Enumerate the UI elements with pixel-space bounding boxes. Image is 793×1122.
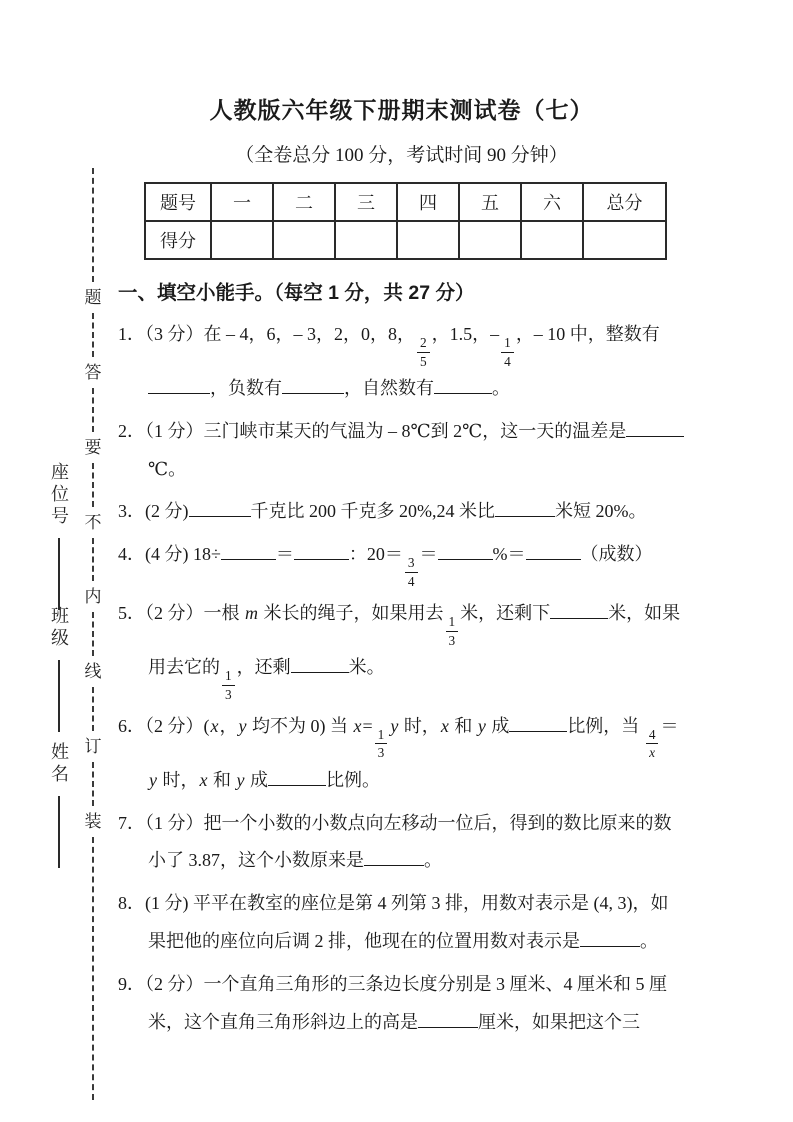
score-col-header: 五 [459,183,521,221]
question-text: 时， [158,769,199,790]
fraction [405,554,418,590]
question-9 [118,966,685,1042]
question-text: ＝ [419,544,438,565]
binding-char: 线 [84,662,102,682]
blank-field [221,541,276,560]
question-text: ，还剩 [236,656,291,677]
fraction-denominator: x [649,745,656,761]
main-content [118,92,685,1046]
question-text: %＝ [492,544,526,565]
question-4 [118,536,685,590]
page-subtitle: （全卷总分 100 分，考试时间 90 分钟） [235,145,568,166]
math-variable: x [353,715,362,736]
math-variable: x [440,715,449,736]
binding-char: 内 [84,587,102,607]
question-text: 比例。 [326,769,380,790]
math-variable: x [210,715,219,736]
fraction [375,726,388,762]
score-row-header: 得分 [145,221,211,259]
question-text: 均不为 0) 当 [247,715,353,736]
fill-line [58,660,60,732]
question-text: 8．(1 分) 平平在教室的座位是第 4 列第 3 排，用数对表示是 (4, 3)，如果把他的座位向后调 2 排，他现在的位置用数对表示是 [118,893,669,951]
question-text: 和 [208,769,236,790]
fraction-numerator: 1 [222,667,235,685]
fraction-denominator: 4 [504,353,511,369]
binding-char: 答 [84,362,102,382]
binding-dash [92,538,94,582]
blank-field [268,767,326,786]
question-text: （成数） [580,544,653,565]
binding-char: 订 [84,737,102,757]
math-variable: y [390,715,399,736]
question-text: ：20＝ [348,544,403,565]
question-3 [118,493,685,531]
name-field [46,742,72,868]
math-variable: m [245,603,258,623]
question-text: 6．（2 分）( [118,715,210,736]
fraction-numerator: 3 [405,554,418,572]
score-cell-empty [459,221,521,259]
score-col-header: 四 [397,183,459,221]
blank-field [434,375,492,394]
binding-char: 要 [84,437,102,457]
blank-field [291,654,349,673]
score-col-header: 三 [335,183,397,221]
score-col-header: 六 [521,183,583,221]
question-6 [118,708,685,800]
question-5 [118,595,685,703]
class-field [46,606,72,732]
blank-field [189,498,251,517]
question-text: 米短 20%。 [555,501,647,522]
fraction-denominator: 3 [377,745,385,761]
question-7 [118,805,685,881]
binding-dash [92,687,94,731]
binding-char: 装 [84,811,102,831]
question-text: ，1.5，– [431,324,500,344]
blank-field [148,375,210,394]
score-cell-empty [335,221,397,259]
question-text: ，– 10 中，整数有 [515,324,660,344]
name-label: 姓名 [49,742,69,786]
score-table-row-header: 题号 [145,183,211,221]
question-text: 成 [486,715,510,736]
question-text: 4．(4 分) 18÷ [118,544,221,565]
question-text: 千克比 200 千克多 20%,24 米比 [250,501,495,522]
binding-line [84,168,102,1100]
fraction-numerator: 1 [501,334,514,352]
question-1 [118,316,685,408]
question-8 [118,885,685,961]
question-text: ＝ [275,544,294,565]
fraction [646,726,659,762]
question-text: 和 [449,715,477,736]
binding-dash [92,612,94,656]
math-variable: y [477,715,486,736]
question-text: 米。 [348,656,385,677]
question-text: 厘米，如果把这个三 [478,1011,640,1032]
blank-field [509,713,567,732]
blank-field [550,600,608,619]
question-list [118,316,685,1041]
page-title: 人教版六年级下册期末测试卷（七） [209,97,594,123]
binding-dash [92,762,94,806]
question-text: ，自然数有 [344,377,434,398]
score-cell-empty [583,221,666,259]
question-text: 比例，当 [567,715,644,736]
fraction [417,334,430,370]
question-text: 。 [424,850,442,871]
binding-dash [92,313,94,357]
question-text: 9．（2 分）一个直角三角形的三条边长度分别是 3 厘米、4 厘米和 5 厘米，这个直角三角形斜边上的高是 [118,973,667,1032]
math-variable: y [238,715,247,736]
score-table-header-row [145,183,666,221]
seat-number-field [46,462,72,610]
blank-field [580,928,640,947]
binding-char: 题 [84,288,102,307]
score-col-header: 一 [211,183,273,221]
question-text: 。 [640,930,658,951]
score-cell-empty [273,221,335,259]
question-text: 1．（3 分）在 – 4，6，– 3，2，0，8， [118,324,415,344]
math-variable: y [149,769,157,790]
fraction-numerator: 4 [646,726,659,744]
question-2 [118,413,685,489]
score-col-header: 二 [273,183,335,221]
question-text: = [362,715,373,736]
fill-line [58,796,60,868]
fraction-numerator: 1 [446,613,459,631]
blank-field [495,498,555,517]
question-text: 米，还剩下 [460,603,551,623]
fraction-numerator: 2 [417,334,430,352]
score-col-header: 总分 [583,183,666,221]
blank-field [294,541,349,560]
blank-field [282,375,344,394]
blank-field [626,418,684,437]
blank-field [526,541,581,560]
seat-number-label: 座位号 [49,462,69,528]
blank-field [418,1009,478,1028]
question-text: ＝ [660,715,679,736]
fraction-denominator: 3 [448,632,456,648]
score-table-score-row [145,221,666,259]
section-heading: 一、填空小能手。（每空 1 分，共 27 分） [118,282,475,304]
math-variable: x [199,769,208,790]
question-text: ， [219,715,238,736]
question-text: ℃。 [148,458,187,479]
binding-char: 不 [84,512,102,532]
fill-line [58,538,60,610]
blank-field [364,847,424,866]
fraction-denominator: 3 [225,686,232,702]
question-text: 5．（2 分）一根 [118,603,244,623]
fraction-numerator: 1 [375,726,388,744]
binding-dash [92,463,94,507]
score-cell-empty [397,221,459,259]
fraction [222,667,235,703]
score-table [144,182,667,260]
binding-dash [92,168,94,282]
question-text: 成 [245,769,268,790]
question-text: ，负数有 [210,377,282,398]
fraction-denominator: 5 [420,353,427,369]
math-variable: y [236,769,245,790]
question-text: 7．（1 分）把一个小数的小数点向左移动一位后，得到的数比原来的数小了 3.87，这个小数原来是 [118,812,672,871]
binding-dash [92,388,94,432]
fraction [501,334,514,370]
question-text: 。 [492,377,510,398]
score-cell-empty [521,221,583,259]
fraction-denominator: 4 [407,573,415,589]
question-text: 3．(2 分) [118,501,189,522]
question-text: 时， [399,715,440,736]
class-label: 班级 [49,606,69,650]
question-text: 2．（1 分）三门峡市某天的气温为 – 8℃到 2℃，这一天的温差是 [118,420,627,441]
question-text: 米长的绳子，如果用去 [259,603,444,623]
fraction [446,613,459,649]
score-cell-empty [211,221,273,259]
question-text: 米，如果用去它的 [148,603,681,677]
binding-dash [92,837,94,1100]
blank-field [438,541,493,560]
